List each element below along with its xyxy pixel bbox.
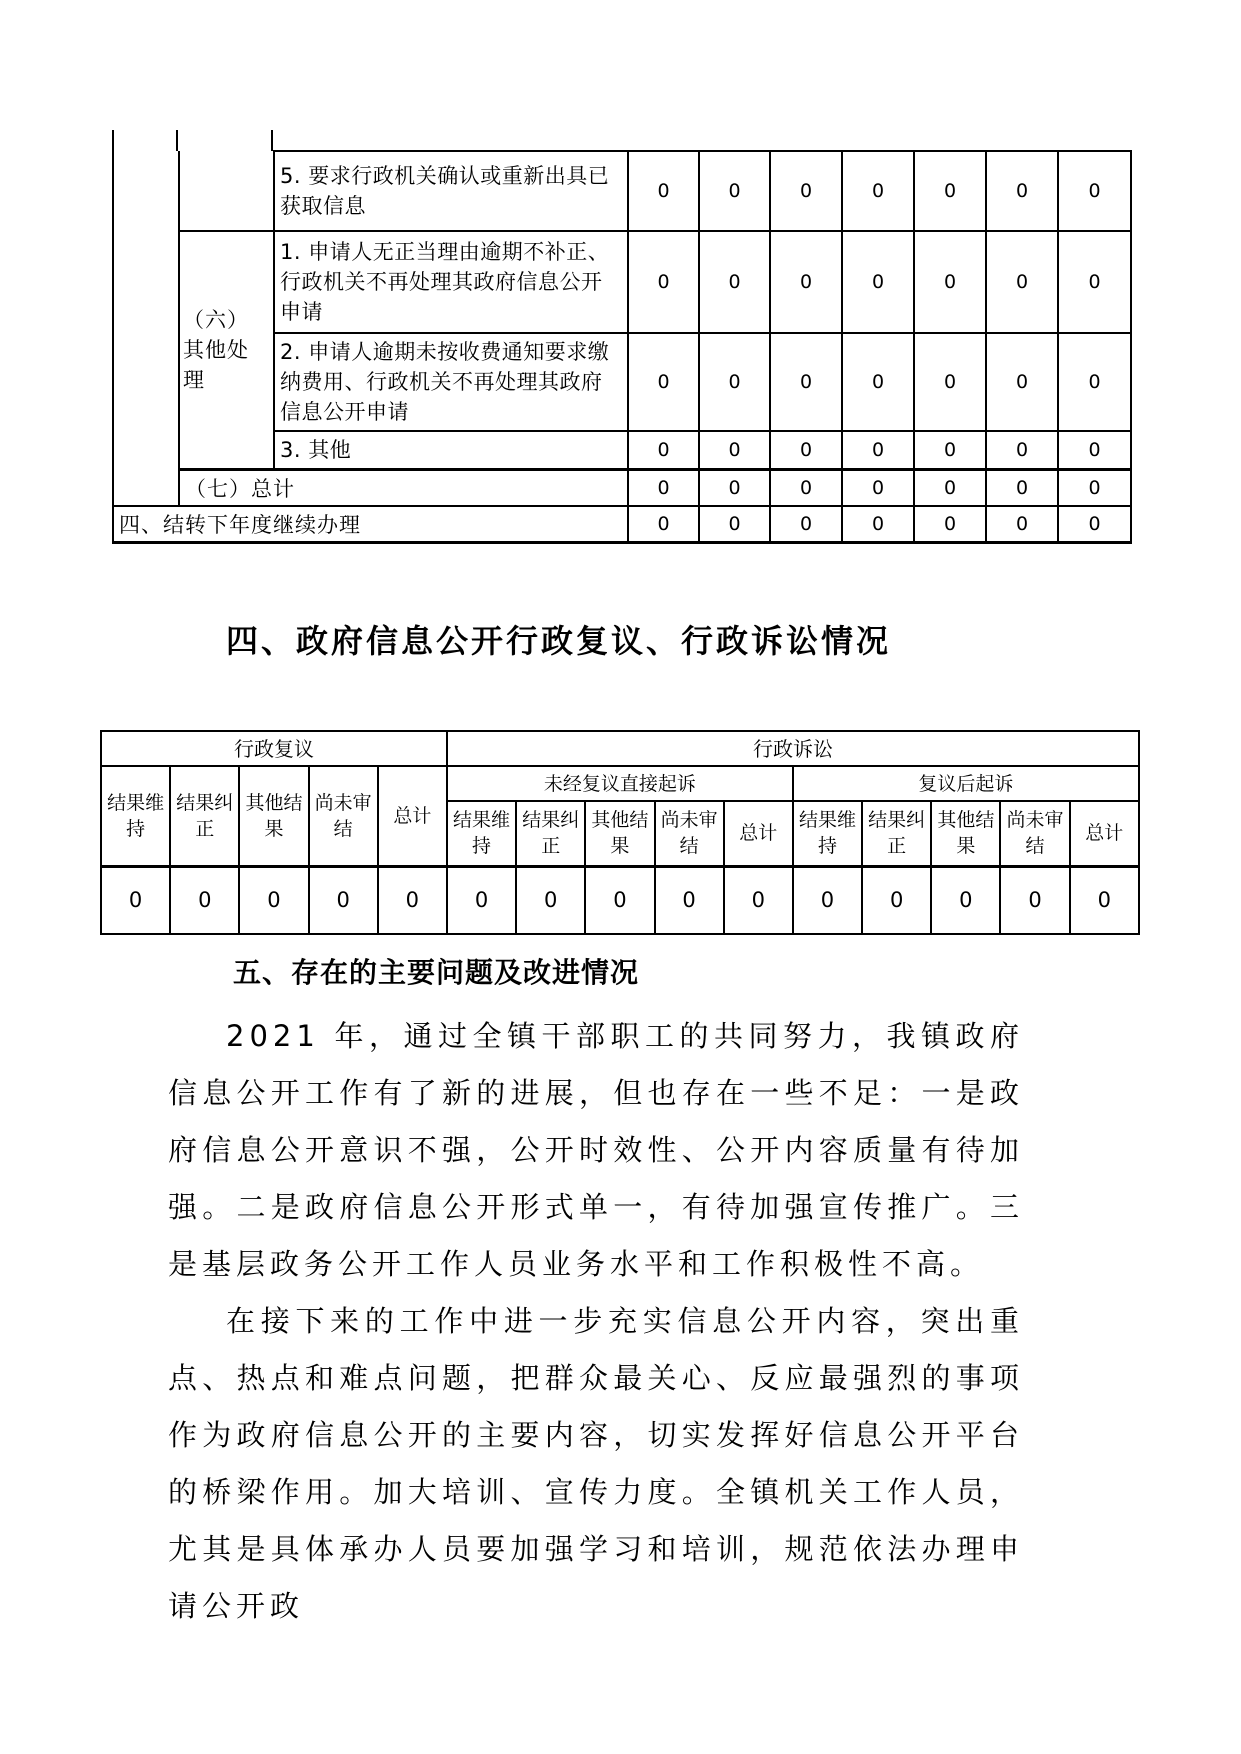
row-label: 四、结转下年度继续办理	[113, 506, 628, 543]
value-cell: 0	[842, 333, 914, 431]
col-header: 结果维持	[101, 766, 170, 866]
value-cell: 0	[309, 866, 378, 934]
value-cell: 0	[170, 866, 239, 934]
value-cell: 0	[516, 866, 585, 934]
value-cell: 0	[699, 151, 770, 231]
table-continuation-line	[271, 130, 273, 151]
value-cell: 0	[1000, 866, 1069, 934]
value-cell: 0	[1058, 333, 1131, 431]
group-cell-empty	[179, 151, 274, 231]
value-cell: 0	[770, 506, 842, 543]
col-header: 尚未审结	[655, 801, 724, 866]
value-cell: 0	[1058, 231, 1131, 333]
value-cell: 0	[699, 506, 770, 543]
value-cell: 0	[770, 431, 842, 470]
col-header: 结果维持	[793, 801, 862, 866]
col-header: 总计	[378, 766, 447, 866]
col-header: 尚未审结	[309, 766, 378, 866]
subgroup-header-after-review: 复议后起诉	[793, 766, 1139, 801]
value-cell: 0	[842, 151, 914, 231]
group-header-litigation: 行政诉讼	[447, 731, 1139, 766]
value-cell: 0	[655, 866, 724, 934]
value-cell: 0	[628, 470, 699, 507]
table-row-carryover	[113, 506, 1131, 543]
group-label: （六）其他处理	[179, 231, 274, 470]
value-cell: 0	[770, 231, 842, 333]
review-litigation-table	[100, 730, 1140, 935]
value-cell: 0	[628, 231, 699, 333]
col-header: 其他结果	[931, 801, 1000, 866]
value-cell: 0	[986, 431, 1058, 470]
value-cell: 0	[699, 231, 770, 333]
value-cell: 0	[914, 231, 986, 333]
table-continuation-line	[112, 130, 114, 151]
value-cell: 0	[842, 231, 914, 333]
col-header: 尚未审结	[1000, 801, 1069, 866]
section-heading-4: 四、政府信息公开行政复议、行政诉讼情况	[226, 622, 892, 660]
value-cell: 0	[986, 506, 1058, 543]
col-header: 结果纠正	[516, 801, 585, 866]
col-header: 其他结果	[239, 766, 308, 866]
value-cell: 0	[378, 866, 447, 934]
row-label: 2. 申请人逾期未按收费通知要求缴纳费用、行政机关不再处理其政府信息公开申请	[274, 333, 628, 431]
col-header: 结果维持	[447, 801, 516, 866]
col-header: 结果纠正	[170, 766, 239, 866]
table-data-row	[101, 866, 1139, 934]
value-cell: 0	[101, 866, 170, 934]
value-cell: 0	[914, 333, 986, 431]
value-cell: 0	[914, 431, 986, 470]
row-label: 5. 要求行政机关确认或重新出具已获取信息	[274, 151, 628, 231]
body-paragraph: 在接下来的工作中进一步充实信息公开内容，突出重点、热点和难点问题，把群众最关心、反应最强烈的事项作为政府信息公开的主要内容，切实发挥好信息公开平台的桥梁作用。加大培训、宣传力度。全镇机关工作人员，尤其是具体承办人员要加强学习和培训，规范依法办理申请公开政	[168, 1304, 1024, 1623]
value-cell: 0	[628, 151, 699, 231]
subgroup-header-direct: 未经复议直接起诉	[447, 766, 793, 801]
value-cell: 0	[1058, 470, 1131, 507]
value-cell: 0	[1058, 151, 1131, 231]
value-cell: 0	[1058, 431, 1131, 470]
value-cell: 0	[914, 506, 986, 543]
value-cell: 0	[1058, 506, 1131, 543]
table-row	[113, 231, 1131, 333]
value-cell: 0	[628, 506, 699, 543]
row-label: 1. 申请人无正当理由逾期不补正、行政机关不再处理其政府信息公开申请	[274, 231, 628, 333]
value-cell: 0	[914, 470, 986, 507]
value-cell: 0	[914, 151, 986, 231]
col-header: 其他结果	[585, 801, 654, 866]
body-text	[168, 1008, 1024, 1635]
value-cell: 0	[986, 231, 1058, 333]
value-cell: 0	[724, 866, 793, 934]
table-subgroup-row	[101, 766, 1139, 801]
value-cell: 0	[842, 431, 914, 470]
value-cell: 0	[770, 333, 842, 431]
row-label: （七）总计	[179, 470, 628, 507]
value-cell: 0	[585, 866, 654, 934]
group-header-review: 行政复议	[101, 731, 447, 766]
section-heading-5: 五、存在的主要问题及改进情况	[233, 956, 640, 989]
value-cell: 0	[986, 151, 1058, 231]
col-header: 总计	[1070, 801, 1139, 866]
value-cell: 0	[447, 866, 516, 934]
body-paragraph: 2021 年，通过全镇干部职工的共同努力，我镇政府信息公开工作有了新的进展，但也存在一些不足：一是政府信息公开意识不强，公开时效性、公开内容质量有待加强。二是政府信息公开形式单一，有待加强宣传推广。三是基层政务公开工作人员业务水平和工作积极性不高。	[168, 1019, 1024, 1281]
value-cell: 0	[628, 431, 699, 470]
value-cell: 0	[842, 506, 914, 543]
value-cell: 0	[770, 151, 842, 231]
value-cell: 0	[793, 866, 862, 934]
value-cell: 0	[699, 470, 770, 507]
value-cell: 0	[842, 470, 914, 507]
value-cell: 0	[239, 866, 308, 934]
value-cell: 0	[931, 866, 1000, 934]
category-cell-empty	[113, 151, 179, 506]
value-cell: 0	[770, 470, 842, 507]
row-label: 3. 其他	[274, 431, 628, 470]
col-header: 结果纠正	[862, 801, 931, 866]
requests-handling-table	[112, 150, 1132, 544]
table-group-row	[101, 731, 1139, 766]
value-cell: 0	[699, 431, 770, 470]
value-cell: 0	[1070, 866, 1139, 934]
table-row-total	[113, 470, 1131, 507]
table-row	[113, 151, 1131, 231]
col-header: 总计	[724, 801, 793, 866]
value-cell: 0	[986, 470, 1058, 507]
table-continuation-line	[176, 130, 178, 151]
value-cell: 0	[628, 333, 699, 431]
value-cell: 0	[862, 866, 931, 934]
value-cell: 0	[699, 333, 770, 431]
value-cell: 0	[986, 333, 1058, 431]
